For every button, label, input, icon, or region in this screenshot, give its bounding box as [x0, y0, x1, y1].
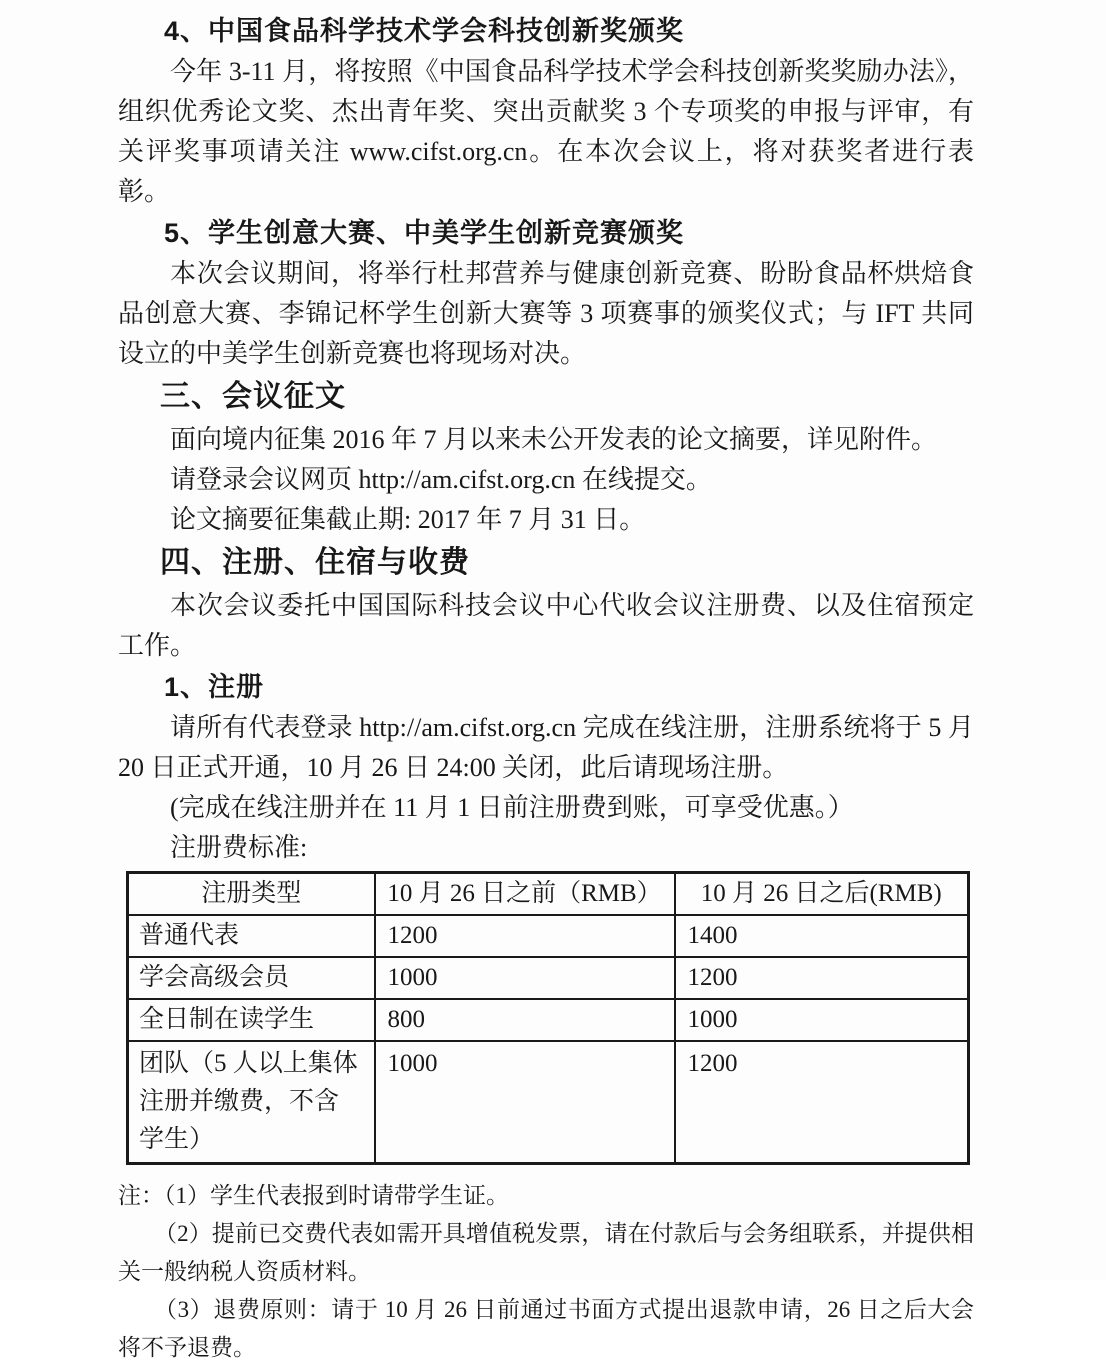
note-student-id: 注：（1）学生代表报到时请带学生证。	[118, 1183, 509, 1208]
para-call-scope: 面向境内征集 2016 年 7 月以来未公开发表的论文摘要，详见附件。	[170, 425, 938, 454]
para-call-deadline: 论文摘要征集截止期: 2017 年 7 月 31 日。	[170, 505, 646, 534]
fee-table-header-type: 注册类型	[128, 873, 375, 916]
cell-type: 全日制在读学生	[128, 999, 375, 1041]
fee-table-header-before: 10 月 26 日之前（RMB）	[375, 873, 675, 916]
heading-student-competitions: 5、学生创意大赛、中美学生创新竞赛颁奖	[164, 218, 685, 248]
fee-table-header-after: 10 月 26 日之后(RMB)	[675, 873, 969, 916]
note-vat-invoice: （2）提前已交费代表如需开具增值税发票，请在付款后与会务组联系，并提供相关一般纳税人资质材料。	[118, 1221, 974, 1284]
cell-price-before: 1000	[375, 957, 675, 999]
heading-cifst-innovation-award: 4、中国食品科学技术学会科技创新奖颁奖	[164, 16, 685, 46]
cell-type: 学会高级会员	[128, 957, 375, 999]
cell-price-after: 1200	[675, 1041, 969, 1164]
cell-type: 团队（5 人以上集体注册并缴费，不含学生）	[128, 1041, 375, 1164]
table-row-regular-delegate	[128, 915, 969, 957]
para-registration-agent: 本次会议委托中国国际科技会议中心代收会议注册费、以及住宿预定工作。	[118, 591, 974, 660]
cell-price-before: 1000	[375, 1041, 675, 1164]
para-discount-note: (完成在线注册并在 11 月 1 日前注册费到账，可享受优惠。）	[170, 793, 854, 822]
cell-price-after: 1000	[675, 999, 969, 1041]
para-call-submit: 请登录会议网页 http://am.cifst.org.cn 在线提交。	[170, 465, 712, 494]
para-fee-standard-label: 注册费标准:	[170, 833, 308, 862]
table-row-team	[128, 1041, 969, 1164]
para-student-competitions: 本次会议期间，将举行杜邦营养与健康创新竞赛、盼盼食品杯烘焙食品创意大赛、李锦记杯学生创新大赛等 3 项赛事的颁奖仪式；与 IFT 共同设立的中美学生创新竞赛也将现场对决。	[118, 259, 974, 368]
note-refund-policy: （3）退费原则：请于 10 月 26 日前通过书面方式提出退款申请，26 日之后大会将不予退费。	[118, 1297, 974, 1360]
heading-registration-lodging-fees: 四、注册、住宿与收费	[160, 546, 470, 579]
cell-price-after: 1400	[675, 915, 969, 957]
para-online-registration: 请所有代表登录 http://am.cifst.org.cn 完成在线注册，注册系统将于 5 月 20 日正式开通，10 月 26 日 24:00 关闭，此后请现场注册。	[118, 713, 974, 782]
footnotes	[118, 1177, 974, 1367]
fee-table-header-row	[128, 873, 969, 916]
cell-price-after: 1200	[675, 957, 969, 999]
registration-fee-table	[126, 871, 970, 1165]
table-row-fulltime-student	[128, 999, 969, 1041]
cell-price-before: 800	[375, 999, 675, 1041]
heading-registration: 1、注册	[164, 672, 265, 702]
para-cifst-innovation-award: 今年 3-11 月，将按照《中国食品科学技术学会科技创新奖奖励办法》，组织优秀论文奖、杰出青年奖、突出贡献奖 3 个专项奖的申报与评审，有关评奖事项请关注 www.cifst.org.cn。在本次会议上，将对获奖者进行表彰。	[118, 57, 974, 206]
cell-type: 普通代表	[128, 915, 375, 957]
cell-price-before: 1200	[375, 915, 675, 957]
table-row-senior-member	[128, 957, 969, 999]
heading-call-for-papers: 三、会议征文	[160, 380, 346, 413]
